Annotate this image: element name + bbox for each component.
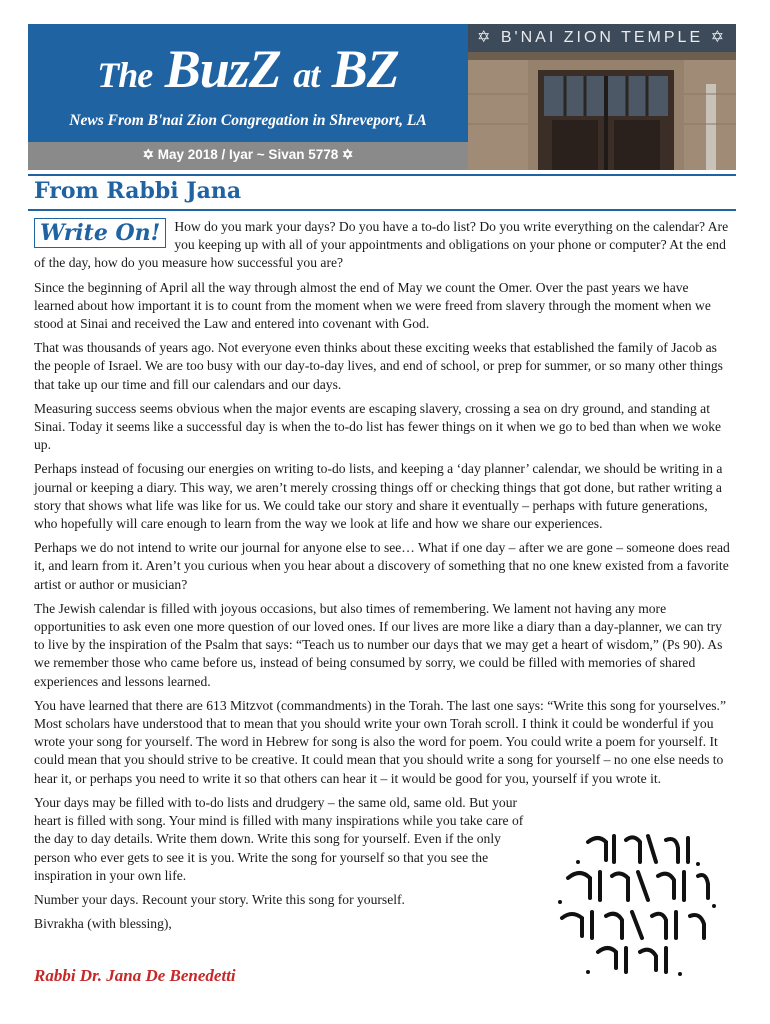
hebrew-calligraphy-art: [548, 822, 728, 982]
temple-photo: [468, 24, 736, 170]
title-at: at: [293, 55, 320, 95]
article-paragraph-4: Measuring success seems obvious when the major events are escaping slavery, crossing a sea on dry ground, and standing at Sinai. Today it seems like a successful day is when the to-do list has fewer things on it when we go to bed than when we woke up.: [34, 400, 722, 453]
title-the: The: [97, 55, 153, 95]
masthead: [28, 24, 736, 174]
article-paragraph-3: That was thousands of years ago. Not everyone even thinks about these exciting weeks that established the family of Jacob as the people of Israel. We are too busy with our day-to-day lives, and end of school, or prep for summer, or so many other things that take up our time and fill our calendars and our days.: [34, 340, 723, 392]
article-paragraph-7: The Jewish calendar is filled with joyous occasions, but also times of remembering. We lament not having any more opportunities to ask even one more question of our loved ones. If our lives are more like a diary than a day-planner, we can try to live by the inspiration of the Psalm that says: “Teach us to number our days that we may get a heart of wisdom,” (Ps 90). As we remember those who came before us, instead of being consumed by sorry, we could be filled with memories of shared experiences and lessons learned.: [34, 600, 723, 689]
section-divider: [28, 174, 736, 176]
article-paragraph-1: Write On! How do you mark your days? Do you have a to-do list? Do you write everything on the calendar? Are you keeping up with all of your appointments and obligations on your phone or computer? At the end of the day, how do you measure how successful you are?: [34, 219, 729, 271]
temple-sign: ✡ B'NAI ZION TEMPLE ✡: [468, 24, 736, 52]
article-paragraph-9: Your days may be filled with to-do lists and drudgery – the same old, same old. But your heart is filled with song. Your mind is filled with many inspirations while you take care of the day to day details. Write them down. Write this song for yourself. Even if the only person who ever gets to see it is you. Write the song for yourself so that you see the inspiration in your own life.: [34, 794, 524, 883]
article-paragraph-6: Perhaps we do not intend to write our journal for anyone else to see… What if one day – after we are gone – someone does read it, and learn from it. Aren’t you curious when you hear about a discovery of something that no one knew existed from a favorite artist or author or musician?: [34, 540, 730, 592]
article-paragraph-10: Number your days. Recount your story. Write this song for yourself.: [34, 891, 405, 907]
article-paragraph-5: Perhaps instead of focusing our energies on writing to-do lists, and keeping a ‘day planner’ calendar, we should be writing in a journal or keeping a diary. This way, we aren’t merely crossing things off or checking things that got done, but rather writing a story that shows what life was like for us. We could take our story and share it eventually – perhaps with future generations, who hopefully will care enough to learn from the way we look at life and how we share our experiences.: [34, 461, 723, 532]
kicker-write-on: Write On!: [34, 218, 166, 248]
section-title: From Rabbi Jana: [34, 178, 242, 204]
section-underline: [28, 209, 736, 211]
temple-facade-image: [468, 24, 736, 170]
article-closing: Bivrakha (with blessing),: [34, 916, 172, 932]
newsletter-title: [28, 39, 468, 99]
article-paragraph-8: You have learned that there are 613 Mitzvot (commandments) in the Torah. The last one says: “Write this song for yourselves.” Most scholars have understood that to mean that you should write your own Torah scroll. I think it could be wonderful if you wrote your song for yourself. The word in Hebrew for song is also the word for poem. You could write a poem for yourself. It could mean that you should strive to be creative. It could mean that you should write a song for yourself – no one else needs to hear it, or perhaps you need to write it so that others can hear it – it would be good for you, yourself if you wrote it.: [34, 697, 726, 786]
issue-date: ✡ May 2018 / Iyar ~ Sivan 5778 ✡: [142, 147, 354, 162]
article-paragraph-2: Since the beginning of April all the way through almost the end of May we count the Omer. Over the past years we have learned about how important it is to count from the moment when we were freed from slavery through the moment when we stood at Sinai and received the Law and entered into covenant with God.: [34, 279, 711, 332]
title-buzz: BuzZ: [164, 39, 281, 99]
title-bz: BZ: [331, 39, 399, 99]
newsletter-subtitle: News From B'nai Zion Congregation in Shreveport, LA: [69, 112, 427, 129]
rabbi-signature: Rabbi Dr. Jana De Benedetti: [34, 966, 236, 985]
